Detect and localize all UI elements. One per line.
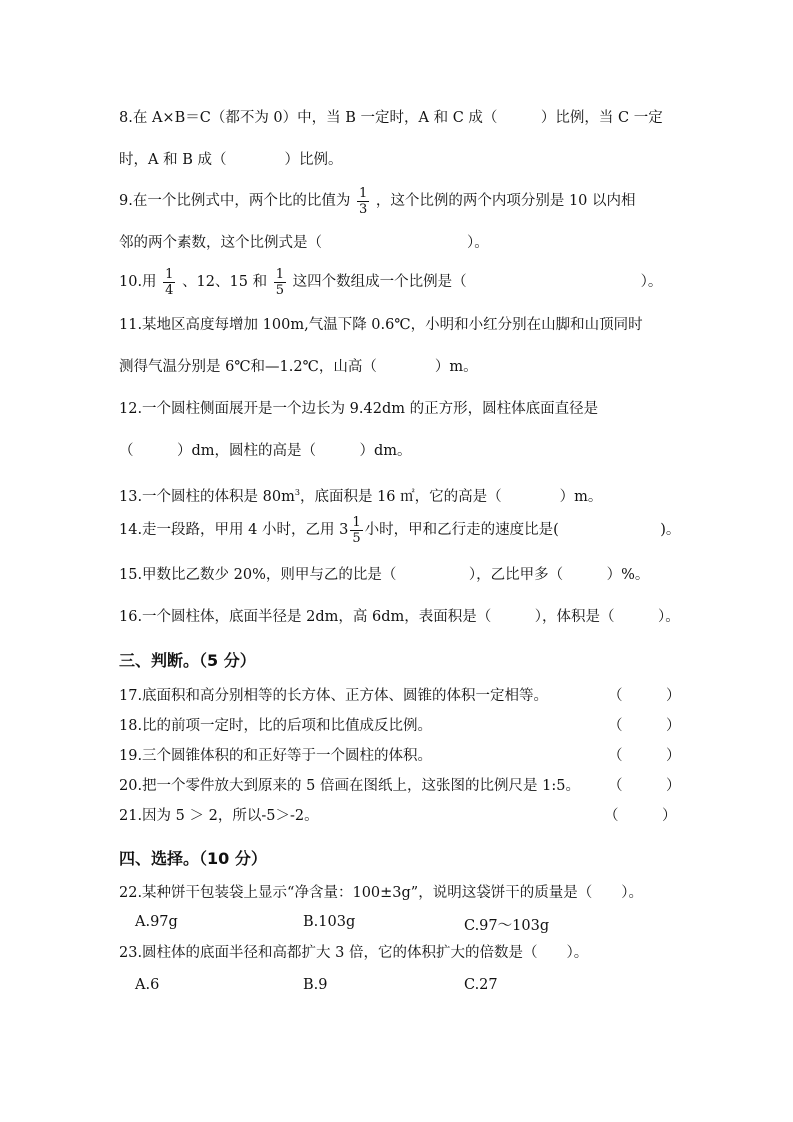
q11-line2: 测得气温分别是 6℃和—1.2℃，山高（ ）m。 bbox=[119, 359, 478, 375]
q10-f2-den: 5 bbox=[275, 282, 284, 298]
q10-post: 这四个数组成一个比例是（ ）。 bbox=[292, 274, 663, 290]
q11-line1: 11.某地区高度每增加 100m,气温下降 0.6℃，小明和小红分别在山脚和山顶同时 bbox=[119, 317, 643, 333]
q9-pre: 9.在一个比例式中，两个比的比值为 bbox=[119, 193, 351, 209]
section-3-heading: 三、判断。（5 分） bbox=[119, 651, 256, 670]
q20-text: 20.把一个零件放大到原来的 5 倍画在图纸上，这张图的比例尺是 1:5。 bbox=[119, 778, 580, 794]
q9-frac-num: 1 bbox=[358, 185, 368, 201]
q13-pre: 13.一个圆柱的体积是 80m bbox=[119, 488, 295, 505]
q18-answer-paren[interactable]: （ ） bbox=[608, 718, 681, 734]
q22-option-c[interactable]: C.97～103g bbox=[464, 918, 550, 934]
q14-frac-den: 5 bbox=[352, 530, 361, 546]
q10-f2-num: 1 bbox=[275, 266, 284, 282]
q22-option-a[interactable]: A.97g bbox=[135, 914, 178, 930]
q22-stem: 22.某种饼干包装袋上显示“净含量：100±3g”，说明这袋饼干的质量是（ ）。 bbox=[119, 885, 643, 901]
q14-fraction bbox=[350, 515, 362, 546]
q22-option-b[interactable]: B.103g bbox=[303, 914, 356, 930]
q23-option-c[interactable]: C.27 bbox=[464, 977, 498, 993]
q8-line2: 时，A 和 B 成（ ）比例。 bbox=[119, 152, 343, 168]
q13-sup: 3 bbox=[294, 488, 300, 497]
q10-line bbox=[119, 265, 662, 299]
q23-option-a[interactable]: A.6 bbox=[135, 977, 160, 993]
q10-f1-den: 4 bbox=[165, 282, 174, 298]
section-4-heading: 四、选择。（10 分） bbox=[119, 849, 267, 868]
q10-fraction-2 bbox=[274, 267, 286, 298]
q14-frac-num: 1 bbox=[352, 514, 361, 530]
q18-text: 18.比的前项一定时，比的后项和比值成反比例。 bbox=[119, 718, 433, 734]
q9-line2: 邻的两个素数，这个比例式是（ ）。 bbox=[119, 235, 489, 251]
q14-post: 小时，甲和乙行走的速度比是( )。 bbox=[364, 522, 681, 538]
q13-line bbox=[119, 484, 602, 506]
q19-text: 19.三个圆锥体积的和正好等于一个圆柱的体积。 bbox=[119, 748, 433, 764]
q23-stem: 23.圆柱体的底面半径和高都扩大 3 倍，它的体积扩大的倍数是（ ）。 bbox=[119, 945, 589, 961]
q23-option-b[interactable]: B.9 bbox=[303, 977, 328, 993]
q17-answer-paren[interactable]: （ ） bbox=[608, 688, 681, 704]
q21-answer-paren[interactable]: （ ） bbox=[604, 808, 677, 824]
q21-text: 21.因为 5 ＞ 2，所以-5＞-2。 bbox=[119, 808, 319, 824]
q9-post: ，这个比例的两个内项分别是 10 以内相 bbox=[375, 193, 636, 209]
q14-pre: 14.走一段路，甲用 4 小时，乙用 3 bbox=[119, 522, 349, 538]
q12-line1: 12.一个圆柱侧面展开是一个边长为 9.42dm 的正方形，圆柱体底面直径是 bbox=[119, 401, 599, 417]
q20-answer-paren[interactable]: （ ） bbox=[608, 778, 681, 794]
q17-text: 17.底面积和高分别相等的长方体、正方体、圆锥的体积一定相等。 bbox=[119, 688, 549, 704]
q12-line2: （ ）dm，圆柱的高是（ ）dm。 bbox=[119, 443, 412, 459]
q16-line: 16.一个圆柱体，底面半径是 2dm，高 6dm，表面积是（ ），体积是（ ）。 bbox=[119, 609, 680, 625]
q9-frac-den: 3 bbox=[358, 201, 368, 217]
q14-line bbox=[119, 513, 680, 547]
q9-line1 bbox=[119, 184, 636, 218]
q13-post: ，底面积是 16 ㎡，它的高是（ ）m。 bbox=[299, 488, 603, 505]
q10-pre: 10.用 bbox=[119, 274, 157, 290]
q9-fraction bbox=[357, 186, 369, 217]
q15-line: 15.甲数比乙数少 20%，则甲与乙的比是（ ），乙比甲多（ ）%。 bbox=[119, 567, 650, 583]
q10-f1-num: 1 bbox=[165, 266, 174, 282]
q8-line1: 8.在 A×B＝C（都不为 0）中，当 B 一定时，A 和 C 成（ ）比例，当 C 一定 bbox=[119, 110, 663, 126]
q19-answer-paren[interactable]: （ ） bbox=[608, 748, 681, 764]
q10-mid: 、12、15 和 bbox=[182, 274, 268, 290]
q10-fraction-1 bbox=[163, 267, 175, 298]
